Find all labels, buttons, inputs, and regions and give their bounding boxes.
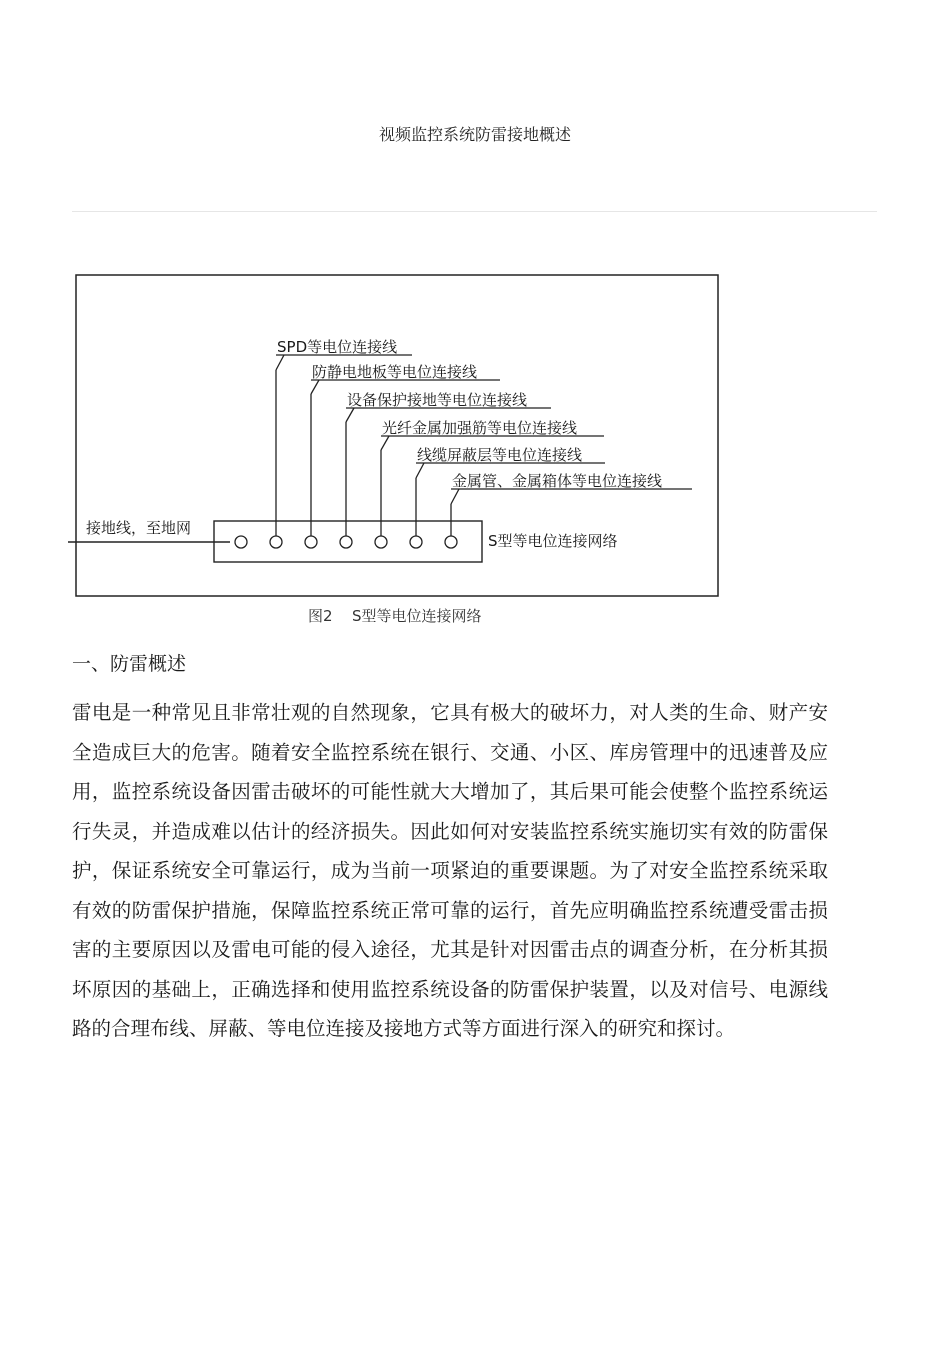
figure-caption-text: S型等电位连接网络: [352, 607, 482, 625]
callout-label-spd: SPD等电位连接线: [277, 338, 398, 356]
callout-label-metal-pipe-box: 金属管、金属箱体等电位连接线: [452, 472, 663, 490]
terminal-3: [340, 536, 352, 548]
figure-caption-number: 图2: [308, 607, 333, 625]
network-label: S型等电位连接网络: [488, 532, 618, 550]
section-heading: 一、防雷概述: [72, 653, 187, 675]
header-divider: [72, 211, 877, 212]
terminal-ground: [235, 536, 247, 548]
terminal-1: [270, 536, 282, 548]
terminal-5: [410, 536, 422, 548]
callout-label-antistatic-floor: 防静电地板等电位连接线: [312, 363, 478, 381]
ground-wire-label: 接地线，至地网: [86, 519, 192, 537]
callout-6: [451, 472, 692, 536]
callout-label-cable-shield: 线缆屏蔽层等电位连接线: [417, 446, 583, 464]
callout-5: [416, 446, 605, 536]
terminal-6: [445, 536, 457, 548]
network-diagram: [68, 266, 728, 636]
body-paragraph: 雷电是一种常见且非常壮观的自然现象，它具有极大的破坏力，对人类的生命、财产安全造成巨大的危害。随着安全监控系统在银行、交通、小区、库房管理中的迅速普及应用，监控系统设备因雷击破坏的可能性就大大增加了，其后果可能会使整个监控系统运行失灵，并造成难以估计的经济损失。因此如何对安装监控系统实施切实有效的防雷保护，保证系统安全可靠运行，成为当前一项紧迫的重要课题。为了对安全监控系统采取有效的防雷保护措施，保障监控系统正常可靠的运行，首先应明确监控系统遭受雷击损害的主要原因以及雷电可能的侵入途径，尤其是针对因雷击点的调查分析，在分析其损坏原因的基础上，正确选择和使用监控系统设备的防雷保护装置，以及对信号、电源线路的合理布线、屏蔽、等电位连接及接地方式等方面进行深入的研究和探讨。: [72, 701, 828, 1040]
callout-label-fiber-strength-member: 光纤金属加强筋等电位连接线: [382, 419, 578, 437]
terminal-2: [305, 536, 317, 548]
callout-label-equipment-ground: 设备保护接地等电位连接线: [347, 391, 528, 409]
terminal-4: [375, 536, 387, 548]
equipotential-network-figure: [68, 266, 728, 636]
document-title: 视频监控系统防雷接地概述: [378, 125, 571, 144]
